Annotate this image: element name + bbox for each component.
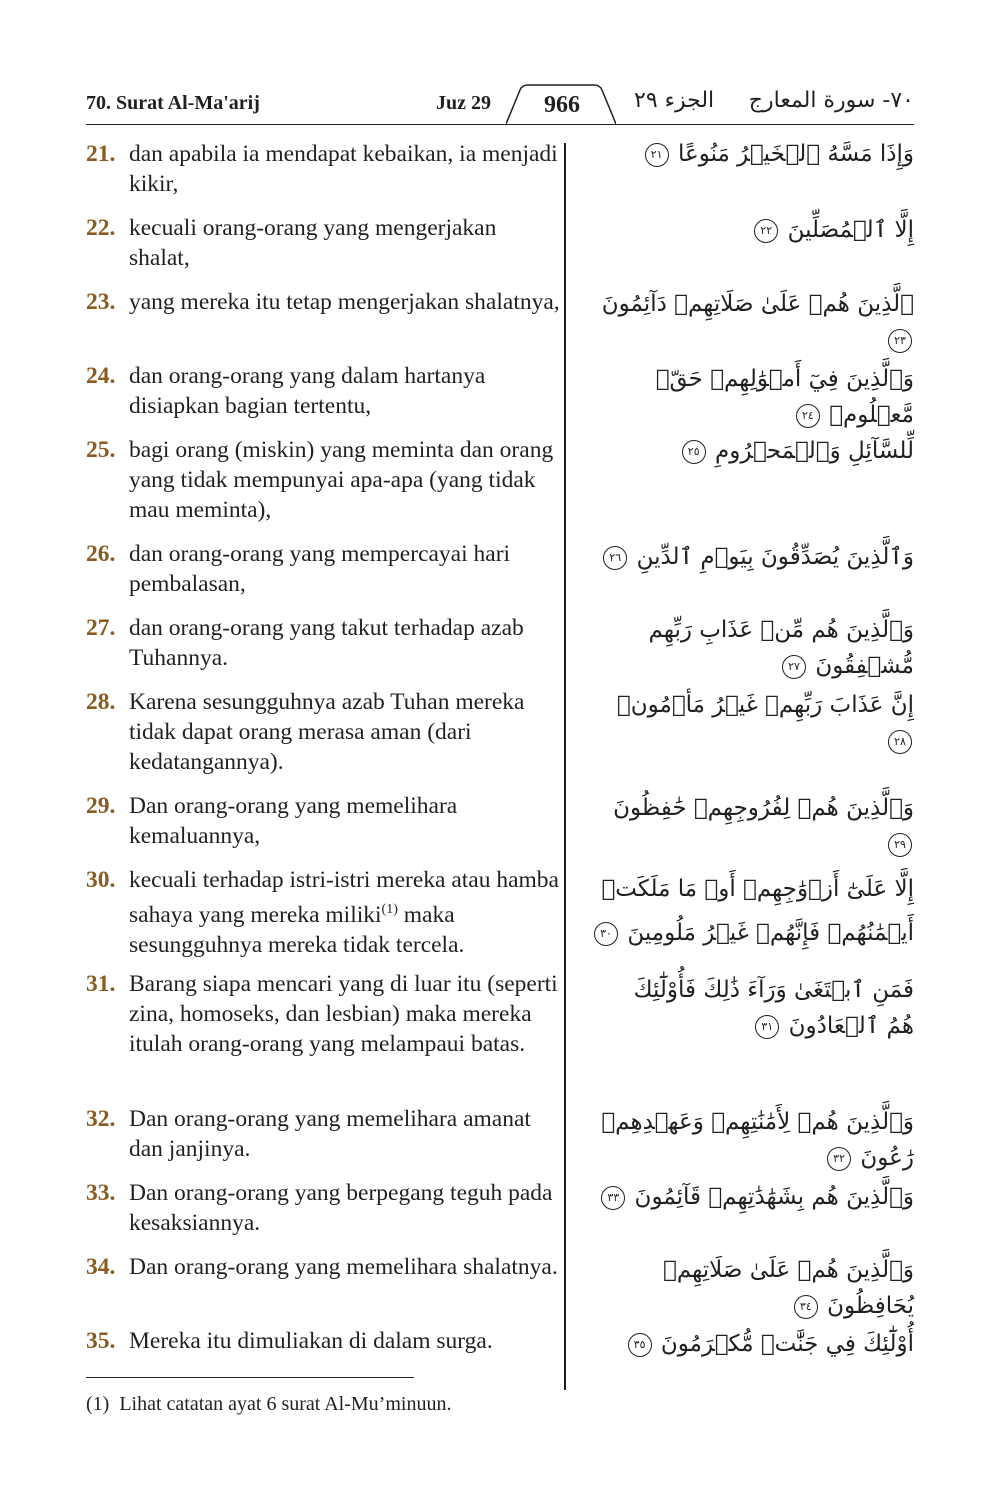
footnote-text: Lihat catatan ayat 6 surat Al-Mu’minuun.: [119, 1393, 452, 1415]
verse-number: 31.: [86, 971, 116, 997]
verse-translation: [86, 687, 560, 777]
verse-arabic: [594, 286, 914, 358]
arabic-text: إِنَّ عَذَابَ رَبِّهِمۡ غَيۡرُ مَأۡمُونٖ: [616, 692, 914, 718]
verse-number: 32.: [86, 1106, 116, 1132]
verse-translation: [86, 613, 560, 673]
verse-text: dan apabila ia mendapat kebaikan, ia menjadi kikir,: [129, 141, 558, 197]
verse-number: 21.: [86, 141, 116, 167]
verse-arabic: [594, 867, 914, 955]
ayah-end-marker: ٣٤: [794, 1295, 818, 1319]
arabic-text: وَٱلَّذِينَ هُم بِشَهَٰدَٰتِهِمۡ قَآئِمُونَ: [634, 1184, 914, 1210]
ayah-end-marker: ٢٣: [888, 329, 912, 353]
verse-translation: [86, 287, 560, 317]
verse-translation: [86, 791, 560, 851]
verse-number: 22.: [86, 215, 116, 241]
verse-text: Dan orang-orang yang memelihara kemaluannya,: [129, 793, 458, 849]
juz-label-latin: Juz 29: [436, 92, 491, 114]
verse-text: dan orang-orang yang takut terhadap azab Tuhannya.: [129, 615, 524, 671]
verse-translation: [86, 865, 560, 960]
ayah-end-marker: ٢٥: [682, 440, 706, 464]
verse-text: bagi orang (miskin) yang meminta dan orang yang tidak mempunyai apa-apa (yang tidak mau meminta),: [129, 437, 554, 523]
ayah-end-marker: ٢٤: [796, 404, 820, 428]
verse-text: kecuali orang-orang yang mengerjakan shalat,: [129, 215, 497, 271]
verse-arabic: [594, 212, 914, 248]
juz-label-arabic: الجزء ٢٩: [634, 88, 715, 113]
arabic-text: أُوْلَٰٓئِكَ فِي جَنَّٰتٖ مُّكۡرَمُونَ: [660, 1331, 914, 1357]
verse-number: 25.: [86, 437, 116, 463]
verse-number: 24.: [86, 363, 116, 389]
footnote-reference[interactable]: (1): [381, 902, 398, 917]
verse-text: Dan orang-orang yang memelihara shalatnya.: [129, 1254, 558, 1280]
ayah-end-marker: ٣٠: [594, 922, 618, 946]
verse-arabic: [594, 790, 914, 862]
verse-translation: [86, 1104, 560, 1164]
verse-number: 23.: [86, 289, 116, 315]
ayah-end-marker: ٣٥: [628, 1333, 652, 1357]
arabic-text: فَمَنِ ٱبۡتَغَىٰ وَرَآءَ ذَٰلِكَ فَأُوْلَٰٓئِكَ هُمُ ٱلۡعَادُونَ: [633, 977, 914, 1039]
arabic-text: وَٱلَّذِينَ يُصَدِّقُونَ بِيَوۡمِ ٱلدِّينِ: [636, 544, 914, 570]
verse-arabic: [594, 1179, 914, 1215]
arabic-text: وَٱلَّذِينَ فِيٓ أَمۡوَٰلِهِمۡ حَقّٞ مَّعۡلُومٞ: [655, 366, 914, 428]
arabic-text: وَٱلَّذِينَ هُمۡ لِفُرُوجِهِمۡ حَٰفِظُونَ: [613, 795, 914, 821]
arabic-text: وَٱلَّذِينَ هُمۡ لِأَمَٰنَٰتِهِمۡ وَعَهۡدِهِمۡ رَٰعُونَ: [601, 1109, 914, 1171]
page-header: [86, 84, 914, 124]
arabic-text: وَإِذَا مَسَّهُ ٱلۡخَيۡرُ مَنُوعًا: [678, 141, 914, 167]
verse-text: [129, 865, 560, 960]
verse-arabic: [594, 1104, 914, 1176]
verse-arabic: [594, 1326, 914, 1362]
verse-translation: [86, 1178, 560, 1238]
verse-text-part: kecuali terhadap istri-istri mereka atau hamba sahaya yang mereka miliki: [129, 867, 559, 928]
verse-text: dan orang-orang yang dalam hartanya disiapkan bagian tertentu,: [129, 363, 486, 419]
verse-text: Karena sesungguhnya azab Tuhan mereka tidak dapat orang merasa aman (dari kedatangannya).: [129, 689, 525, 775]
ayah-end-marker: ٢٦: [603, 546, 627, 570]
ayah-end-marker: ٢٧: [782, 655, 806, 679]
verse-number: 27.: [86, 615, 116, 641]
column-divider: [564, 143, 566, 1390]
verse-text: yang mereka itu tetap mengerjakan shalatnya,: [129, 289, 560, 315]
verse-translation: [86, 969, 560, 1059]
verse-number: 28.: [86, 689, 116, 715]
footnote-rule: [86, 1377, 414, 1378]
ayah-end-marker: ٢٢: [754, 219, 778, 243]
verse-text-part: maka sesungguhnya mereka tidak tercela.: [129, 901, 465, 958]
verse-arabic: [594, 433, 914, 469]
verse-arabic: [594, 612, 914, 684]
arabic-text: وَٱلَّذِينَ هُم مِّنۡ عَذَابِ رَبِّهِم مُّشۡفِقُونَ: [648, 617, 914, 679]
verse-arabic: [594, 1252, 914, 1324]
arabic-text: لِّلسَّآئِلِ وَٱلۡمَحۡرُومِ: [715, 438, 914, 464]
ayah-end-marker: ٣١: [755, 1015, 779, 1039]
arabic-text: إِلَّا عَلَىٰٓ أَزۡوَٰجِهِمۡ أَوۡ مَا مَلَكَتۡ أَيۡمَٰنُهُمۡ فَإِنَّهُمۡ غَيۡرُ مَلُومِينَ: [601, 876, 914, 946]
surah-title-arabic: ٧٠- سورة المعارج: [748, 88, 914, 113]
verse-text: Barang siapa mencari yang di luar itu (seperti zina, homoseks, dan lesbian) maka mereka itulah orang-orang yang melampaui batas.: [129, 971, 558, 1057]
verse-number: 26.: [86, 541, 116, 567]
verse-arabic: [594, 539, 914, 575]
verse-translation: [86, 1252, 560, 1282]
ayah-end-marker: ٣٢: [827, 1147, 851, 1171]
verse-text: Mereka itu dimuliakan di dalam surga.: [129, 1328, 493, 1354]
verse-arabic: [594, 687, 914, 759]
verse-arabic: [604, 972, 914, 1044]
verse-number: 29.: [86, 793, 116, 819]
ayah-end-marker: ٢٩: [888, 833, 912, 857]
footnote-marker: (1): [86, 1393, 110, 1415]
verse-number: 30.: [86, 867, 116, 893]
verse-number: 33.: [86, 1180, 116, 1206]
verse-translation: [86, 435, 560, 525]
verse-number: 34.: [86, 1254, 116, 1280]
arabic-text: وَٱلَّذِينَ هُمۡ عَلَىٰ صَلَاتِهِمۡ يُحَافِظُونَ: [663, 1257, 914, 1319]
verse-arabic: [594, 361, 914, 433]
verse-translation: [86, 539, 560, 599]
header-rule: [86, 124, 914, 125]
surah-title-latin: 70. Surat Al-Ma'arij: [86, 92, 260, 114]
arabic-text: إِلَّا ٱلۡمُصَلِّينَ: [787, 217, 914, 243]
verse-text: Dan orang-orang yang memelihara amanat dan janjinya.: [129, 1106, 531, 1162]
verse-number: 35.: [86, 1328, 116, 1354]
ayah-end-marker: ٣٣: [601, 1186, 625, 1210]
footnote: [86, 1393, 451, 1416]
page-number: 966: [544, 92, 580, 118]
verse-translation: [86, 1326, 560, 1356]
arabic-text: ٱلَّذِينَ هُمۡ عَلَىٰ صَلَاتِهِمۡ دَآئِمُونَ: [601, 291, 914, 317]
verse-translation: [86, 213, 560, 273]
verse-arabic: [594, 136, 914, 172]
ayah-end-marker: ٢١: [645, 143, 669, 167]
verse-translation: [86, 139, 560, 199]
verse-text: dan orang-orang yang mempercayai hari pembalasan,: [129, 541, 511, 597]
verse-text: Dan orang-orang yang berpegang teguh pada kesaksiannya.: [129, 1180, 553, 1236]
verse-translation: [86, 361, 560, 421]
ayah-end-marker: ٢٨: [888, 730, 912, 754]
